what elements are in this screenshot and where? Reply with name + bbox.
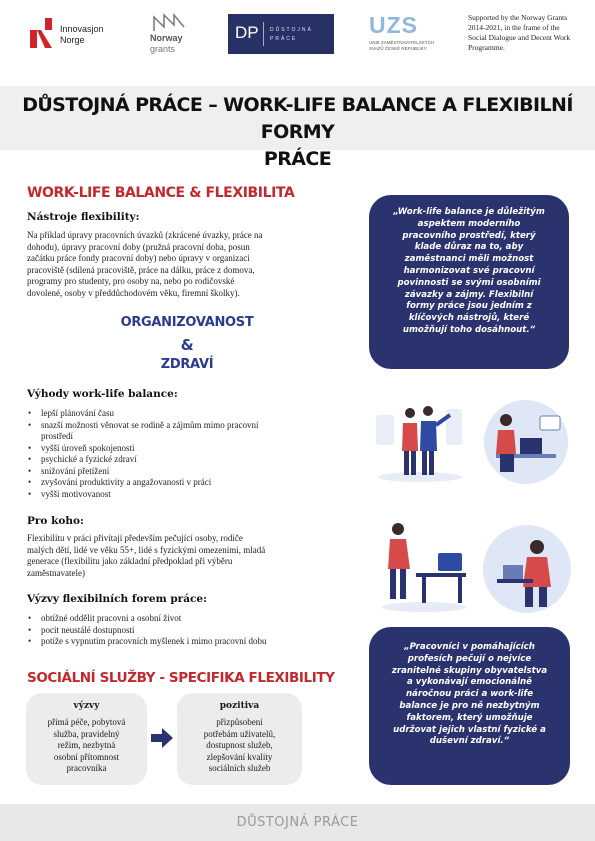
dp-mark: DP [235,23,259,42]
list-item-text: snazší možnosti věnovat se rodině a zájmům mimo pracovní [41,419,259,430]
quote-bubble-2 [369,627,570,785]
page-title-line-2: PRÁCE [263,148,332,170]
card-title: výzvy [73,701,100,711]
quote-line: duševní zdraví.“ [429,736,510,747]
list-item-text: lepší plánování času [41,408,114,418]
challenges-list [27,613,357,648]
list-item: • potíže s vypnutím pracovních myšlenek i mimo pracovní dobu [27,636,357,648]
card-line: sociálních služeb [208,763,271,774]
tools-line: pracoviště (sdílená pracoviště, práce na dálku, práce z domova, [27,264,255,275]
card-body [26,717,147,775]
uzs-mark: UZS [369,12,418,38]
card-line: pracovníka [66,763,107,774]
quote-line: aspektem moderního [417,218,521,229]
org-heading-amp: & [180,336,194,354]
for-whom-line: Flexibilitu v práci přivítají především pečující osoby, rodiče [27,533,243,543]
norway-grants-line-2: grants [150,44,176,54]
innovasjon-norge-logo [28,18,128,50]
quote-line: „Work-life balance je důležitým [393,207,545,217]
list-item: • obtížné oddělit pracovní a osobní život [27,613,357,625]
support-note: Supported by the Norway Grants 2014-2021, in the frame of the Social Dialogue and Decent Work Programme. [468,13,571,52]
couple-illustration [370,395,470,485]
section-heading-social: SOCIÁLNÍ SLUŽBY - SPECIFIKA FLEXIBILITY [27,670,335,686]
laptop-illustration [478,398,574,486]
list-item [27,420,347,443]
quote-line: klíčových nástrojů, které [408,313,530,324]
remote-work-illustration [477,517,575,615]
card-line: režim, nezbytná [57,740,116,751]
uzs-logo [365,12,445,56]
innovasjon-norge-mark-icon [28,18,54,48]
quote-line: zaměstnanci měli možnost [404,254,534,265]
footer-band [0,804,595,841]
tools-line: programy pro studenty, pro osoby na, nebo po rodičovské [27,276,235,286]
quote-line: a vykonávají emocionálně [407,677,532,688]
tools-paragraph [27,230,347,299]
office-illustration [376,515,472,615]
title-band [0,86,595,170]
page-title-line-1: DŮSTOJNÁ PRÁCE – WORK-LIFE BALANCE A FLEXIBILNÍ FORMY [22,94,573,143]
card-challenges [26,693,147,785]
list-item-text: psychické a fyzické zdraví [41,454,137,464]
for-whom-heading: Pro koho: [27,515,84,527]
for-whom-line: malých dětí, lidé ve věku 55+, lidé s fyzickými omezeními, mladá [27,544,266,555]
card-positives [177,693,302,785]
list-item [27,408,347,420]
quote-line: harmonizovat své pracovní [403,265,535,276]
quote-line: pracovního prostředí, který [402,230,536,241]
list-item: • pocit neustálé dostupnosti [27,625,357,637]
tools-line: začátku práce fondy pracovní doby) nebo úpravy v organizaci [27,253,250,263]
dp-line-2: PRÁCE [270,36,298,42]
quote-line: závazky a zájmy. Flexibilní [404,289,534,300]
card-body [177,717,302,775]
uzs-line-2: SVAZŮ ČESKÉ REPUBLIKY [369,46,427,51]
innovasjon-line-2: Norge [60,35,85,45]
arrow-right-icon [149,726,175,750]
card-line: dostupnost služeb, [206,740,273,751]
list-item-text: zvyšování produktivity a angažovanosti v práci [41,477,212,487]
uzs-line-1: UNIE ZAMĚSTNAVATELSKÝCH [369,40,435,45]
card-line: služba, pravidelný [53,728,120,739]
list-item [27,477,347,489]
for-whom-paragraph [27,533,347,579]
list-item [27,489,347,501]
innovasjon-line-1: Innovasjon [60,24,104,34]
tools-line: dovolené, osoby v předdůchodovém věku, firemní školky). [27,287,240,298]
norway-grants-mark-icon [152,13,186,33]
quote-line: „Pracovníci v pomáhajících [404,642,535,652]
dp-line-1: DŮSTOJNÁ [270,27,313,33]
for-whom-line: zaměstnavatele) [27,567,85,578]
benefits-list [27,408,347,500]
quote-line: klade důraz na to, aby [414,242,524,253]
norway-grants-line-1: Norway [150,33,183,43]
benefits-heading: Výhody work-life balance: [27,388,178,400]
card-line: přímá péče, pobytová [47,717,126,727]
list-item-text: snižování přetížení [41,465,110,476]
quote-line: faktorem, který umožňuje [406,712,533,723]
dustojna-prace-logo [228,14,334,54]
card-line: přizpůsobení [216,717,263,727]
quote-line: povinnosti se svými osobními [397,277,541,288]
list-item [27,466,347,478]
card-title: pozitiva [219,701,260,711]
for-whom-line: generace (flexibilitu jako základní předpoklad při výběru [27,556,233,566]
challenges-heading: Výzvy flexibilních forem práce: [27,593,207,605]
tools-line: dohodu), úpravy pracovní doby (pružná pracovní doba, posun [27,241,250,252]
list-item [27,443,347,455]
norway-grants-logo [148,13,196,57]
list-item-text: vyšší motivovanost [41,488,111,499]
list-item-text: prostředí [41,431,73,441]
org-heading-line-2: ZDRAVÍ [160,357,214,372]
quote-bubble-1 [369,195,569,369]
quote-line: formy práce jsou jedním z [406,301,532,312]
quote-line: umožňují toho dosáhnout.“ [402,324,536,335]
card-line: osobní přítomnost [53,751,120,762]
quote-line: udržovat jejich vlastní fyzické a [393,724,546,735]
tools-line: Na příklad úpravy pracovních úvazků (zkrácené úvazky, práce na [27,230,263,240]
quote-line: zranitelné skupiny obyvatelstva [391,665,548,676]
card-line: potřebám uživatelů, [203,728,276,739]
card-line: zlepšování kvality [206,751,273,762]
page-title [14,92,581,173]
quote-line: profesích pečují o nejvíce [407,653,532,664]
tools-heading: Nástroje flexibility: [27,211,140,223]
footer-title: DŮSTOJNÁ PRÁCE [236,815,359,830]
list-item-text: vyšší úroveň spokojenosti [41,442,135,453]
quote-line: balance je pro ně nezbytným [399,700,540,711]
dp-divider [263,22,264,46]
quote-line: náročnou práci a work-life [405,689,534,700]
org-heading-line-1: ORGANIZOVANOST [120,315,254,330]
list-item [27,454,347,466]
logo-bar [0,0,595,86]
section-heading-main: WORK-LIFE BALANCE & FLEXIBILITA [27,185,295,201]
